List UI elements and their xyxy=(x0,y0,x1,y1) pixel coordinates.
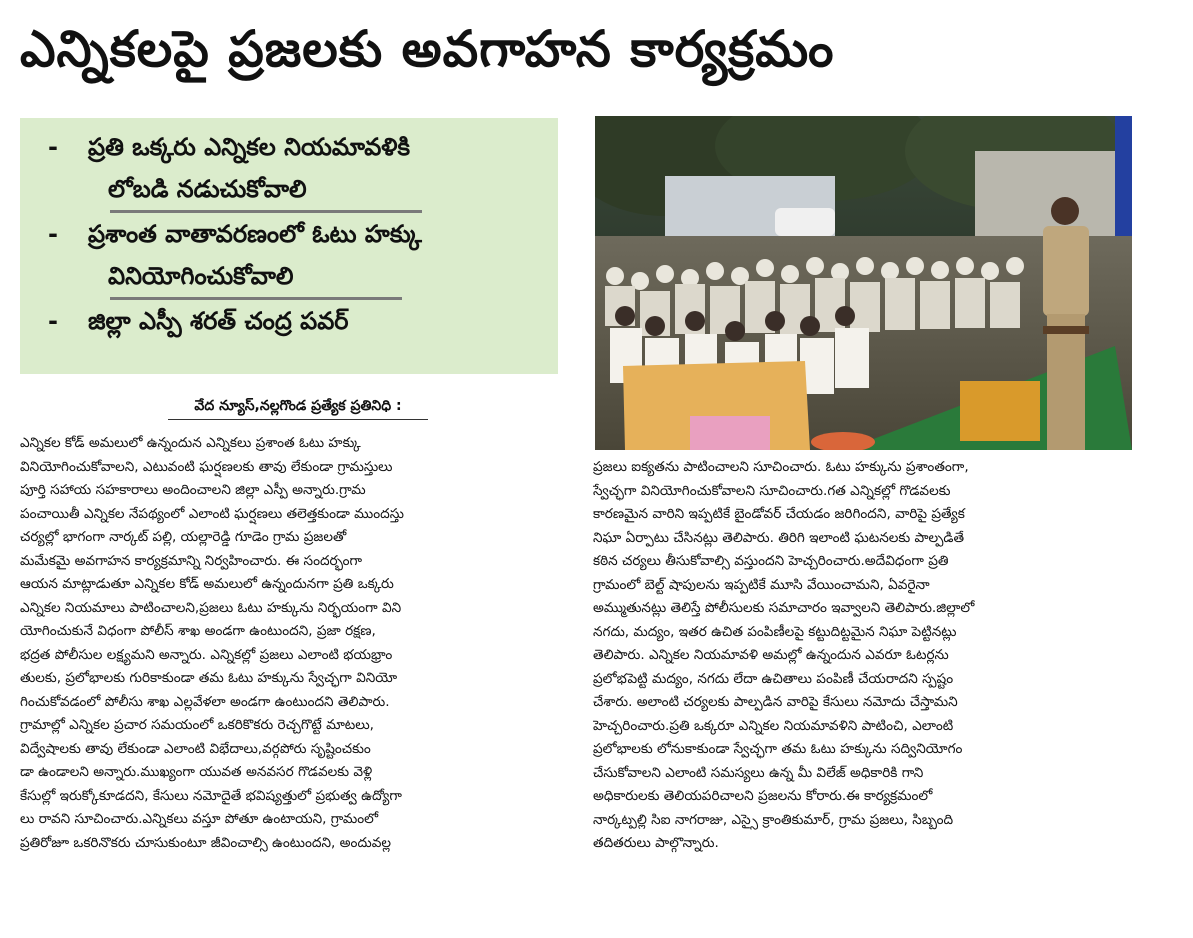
bullet-3 xyxy=(48,300,558,342)
column-line: చేసుకోవాలని ఎలాంటి సమస్యలు ఉన్న మీ విలేజ్ అధికారికి గాని xyxy=(593,764,924,781)
column-line: కేసుల్లో ఇరుక్కోకూడదని, కేసులు నమోదైతే భవిష్యత్తులో ప్రభుత్వ ఉద్యోగా xyxy=(20,787,402,804)
bullet-1-continued: లోబడి నడుచుకోవాలి xyxy=(108,175,307,203)
event-photo-illustration xyxy=(595,116,1132,450)
bullet-2 xyxy=(48,213,558,255)
column-line: గించుకోవడంలో పోలీసు శాఖ ఎల్లవేళలా అండగా ఉంటుందని తెలిపారు. xyxy=(20,693,390,710)
column-line: యోగించుకునే విధంగా పోలీస్ శాఖ అండగా ఉంటుందని, ప్రజా రక్షణ, xyxy=(20,623,376,639)
byline: వేద న్యూస్,నల్లగొండ ప్రత్యేక ప్రతినిధి : xyxy=(168,393,428,420)
bullet-text: జిల్లా ఎస్పీ శరత్ చంద్ర పవర్ xyxy=(88,307,349,335)
bullet-text: ప్రతి ఒక్కరు ఎన్నికల నియమావళికి xyxy=(88,133,411,161)
article-column-right xyxy=(593,456,1141,856)
bullet-1 xyxy=(48,126,558,168)
column-line: నగదు, మద్యం, ఇతర ఉచిత పంపిణీలపై కట్టుదిట్టమైన నిఘా పెట్టినట్లు xyxy=(593,623,957,640)
column-line: నార్కట్పల్లి సిఐ నాగరాజు, ఎస్సై క్రాంతికుమార్, గ్రామ ప్రజలు, సిబ్బంది xyxy=(593,811,954,828)
headline: ఎన్నికలపై ప్రజలకు అవగాహన కార్యక్రమం xyxy=(20,20,835,78)
column-line: హెచ్చరించారు.ప్రతి ఒక్కరూ ఎన్నికల నియమావళిని పాటించి, ఎలాంటి xyxy=(593,717,954,734)
bullet-2-continued: వినియోగించుకోవాలి xyxy=(108,262,294,290)
column-line: స్వేచ్ఛగా వినియోగించుకోవాలని సూచించారు.గత ఎన్నికల్లో గొడవలకు xyxy=(593,482,951,499)
column-line: గ్రామంలో బెల్ట్ షాపులను ఇప్పటికే మూసి వేయించామని, ఏవరైనా xyxy=(593,576,930,593)
column-line: పూర్తి సహాయ సహకారాలు అందించాలని జిల్లా ఎస్పీ అన్నారు.గ్రామ xyxy=(20,482,366,498)
column-line: చేశారు. అలాంటి చర్యలకు పాల్పడిన వారిపై కేసులు నమోదు చేస్తామని xyxy=(593,694,958,710)
column-line: లు రావని సూచించారు.ఎన్నికలు వస్తూ పోతూ ఉంటాయని, గ్రామంలో xyxy=(20,811,379,827)
column-line: పంచాయితీ ఎన్నికల నేపథ్యంలో ఎలాంటి ఘర్షణలు తలెత్తకుండా ముందస్తు xyxy=(20,505,404,522)
column-line: వినియోగించుకోవాలని, ఎటువంటి ఘర్షణలకు తావు లేకుండా గ్రామస్తులు xyxy=(20,458,393,475)
column-line: చర్యల్లో భాగంగా నార్కట్ పల్లి, యల్లారెడ్డి గూడెం గ్రామ ప్రజలతో xyxy=(20,529,347,545)
column-line: భద్రత పోలీసుల లక్ష్యమని అన్నారు. ఎన్నికల్లో ప్రజలు ఎలాంటి భయభ్రాం xyxy=(20,646,393,663)
column-line: డా ఉండాలని అన్నారు.ముఖ్యంగా యువత అనవసర గొడవలకు వెళ్లి xyxy=(20,764,373,780)
column-line: ఎన్నికల నియమాలు పాటించాలని,ప్రజలు ఓటు హక్కును నిర్భయంగా విని xyxy=(20,599,402,616)
column-line: ప్రలోభాలకు లోనుకాకుండా స్వేచ్ఛగా తమ ఓటు హక్కును సద్వినియోగం xyxy=(593,741,963,757)
bullet-dash: - xyxy=(48,133,58,161)
column-line: కారణమైన వారిని ఇప్పటికే బైండోవర్ చేయడం జరిగిందని, వారిపై ప్రత్యేక xyxy=(593,506,965,522)
column-line: నిఘా ఏర్పాటు చేసినట్లు తెలిపారు. తిరిగి ఇలాంటి ఘటనలకు పాల్పడితే xyxy=(593,529,965,546)
column-line: తదితరులు పాల్గొన్నారు. xyxy=(593,835,719,851)
column-line: ప్రలోభపెట్టి మద్యం, నగదు లేదా ఉచితాలు పంపిణీ చేయరాదని స్పష్టం xyxy=(593,670,954,687)
bullet-dash: - xyxy=(48,307,58,335)
column-line: కఠిన చర్యలు తీసుకోవాల్సి వస్తుందని హెచ్చరించారు.అదేవిధంగా ప్రతి xyxy=(593,553,949,569)
bullet-text: ప్రశాంత వాతావరణంలో ఓటు హక్కు xyxy=(88,220,422,248)
article-column-left xyxy=(20,432,572,855)
column-line: తులకు, ప్రలోభాలకు గురికాకుండా తమ ఓటు హక్కును స్వేచ్ఛగా వినియో xyxy=(20,670,398,686)
column-line: ప్రజలు ఐక్యతను పాటించాలని సూచించారు. ఓటు హక్కును ప్రశాంతంగా, xyxy=(593,459,969,475)
event-photo xyxy=(595,116,1132,450)
column-line: విద్వేషాలకు తావు లేకుండా ఎలాంటి విభేదాలు,వర్గపోరు సృష్టించకుం xyxy=(20,740,371,757)
column-line: ప్రతిరోజూ ఒకరినొకరు చూసుకుంటూ జీవించాల్సి ఉంటుందని, అందువల్ల xyxy=(20,834,392,851)
highlights-box xyxy=(20,118,558,374)
column-line: మమేకమై అవగాహన కార్యక్రమాన్ని నిర్వహించారు. ఈ సందర్భంగా xyxy=(20,552,363,569)
column-line: ఎన్నికల కోడ్ అమలులో ఉన్నందున ఎన్నికలు ప్రశాంత ఓటు హక్కు xyxy=(20,435,361,451)
column-line: గ్రామాల్లో ఎన్నికల ప్రచార సమయంలో ఒకరికొకరు రెచ్చగొట్టే మాటలు, xyxy=(20,717,374,733)
bullet-dash: - xyxy=(48,220,58,248)
column-line: తెలిపారు. ఎన్నికల నియమావళి అమల్లో ఉన్నందున ఎవరూ ఓటర్లను xyxy=(593,647,949,663)
column-line: అమ్ముతునట్లు తెలిస్తే పోలీసులకు సమాచారం ఇవ్వాలని తెలిపారు.జిల్లాలో xyxy=(593,600,975,616)
column-line: అధికారులకు తెలియపరిచాలని ప్రజలను కోరారు.ఈ కార్యక్రమంలో xyxy=(593,788,933,804)
column-line: ఆయన మాట్లాడుతూ ఎన్నికల కోడ్ అమలులో ఉన్నందునగా ప్రతి ఒక్కరు xyxy=(20,576,394,592)
